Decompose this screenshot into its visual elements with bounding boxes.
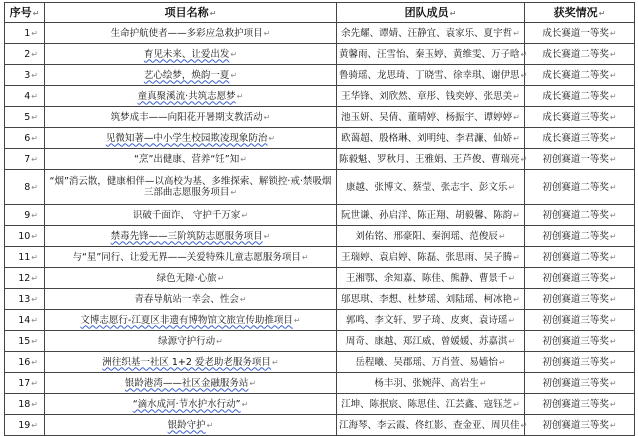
header-award: 获奖情况↵ — [525, 3, 635, 23]
cell-project: 艺心绘梦，焕韵一夏↵ — [45, 65, 337, 86]
cell-award: 初创赛道三等奖↵ — [525, 373, 635, 394]
table-row — [5, 331, 635, 352]
cell-award: 成长赛道二等奖↵ — [525, 44, 635, 65]
cell-project: 筑梦成丰——向阳花开暑期支教活动↵ — [45, 107, 337, 128]
cell-team: 江坤、陈抿宸、陈思佳、江芸鑫、寇钰芝↵ — [337, 394, 525, 415]
cell-project: 绿源守护行动↵ — [45, 331, 337, 352]
cell-team: 郭鸣、李文轩、罗子琦、皮爽、袁诗瑶↵ — [337, 310, 525, 331]
cell-project: 青春导航站一幸会、性会↵ — [45, 289, 337, 310]
cell-award: 初创赛道三等奖↵ — [525, 352, 635, 373]
cell-team: 鲁骑瑶、龙思琦、丁晓雪、徐幸琪、谢伊思↵ — [337, 65, 525, 86]
cell-num: 5↵ — [5, 107, 45, 128]
cell-award: 初创赛道三等奖↵ — [525, 310, 635, 331]
table-row — [5, 107, 635, 128]
cell-num: 18↵ — [5, 394, 45, 415]
cell-num: 15↵ — [5, 331, 45, 352]
cell-award: 成长赛道二等奖↵ — [525, 65, 635, 86]
cell-award: 初创赛道三等奖↵ — [525, 331, 635, 352]
cell-team: 江海琴、李云霞、佟红影、查金亚、周贝佳↵ — [337, 415, 525, 436]
cell-team: 王瑞婷、袁启婷、陈磊、张思雨、吴子腾↵ — [337, 247, 525, 268]
cell-team: 王湘鄂、余知嘉、陈佳、熊静、曹景千↵ — [337, 268, 525, 289]
cell-num: 7↵ — [5, 149, 45, 170]
cell-num: 14↵ — [5, 310, 45, 331]
cell-project: 洲往织基一社区 1+2 爱老助老服务项目↵ — [45, 352, 337, 373]
table-row — [5, 205, 635, 226]
cell-project: 生命护航使者——多彩应急救护项目↵ — [45, 23, 337, 44]
cell-award: 初创赛道二等奖↵ — [525, 170, 635, 205]
cell-award: 成长赛道三等奖↵ — [525, 128, 635, 149]
cell-project: “滴水成河·节水护水行动”↵ — [45, 394, 337, 415]
cell-team: 杨丰羽、张婉萍、高岩生↵ — [337, 373, 525, 394]
table-row — [5, 352, 635, 373]
cell-project: 育见未来、让爱出发↵ — [45, 44, 337, 65]
table-row — [5, 128, 635, 149]
cell-award: 初创赛道三等奖↵ — [525, 394, 635, 415]
cell-team: 池玉妍、吴倩、董晴婷、杨振宇、谭婷婷↵ — [337, 107, 525, 128]
cell-award: 成长赛道一等奖↵ — [525, 23, 635, 44]
cell-award: 初创赛道一等奖↵ — [525, 149, 635, 170]
cell-num: 16↵ — [5, 352, 45, 373]
table-row — [5, 65, 635, 86]
cell-project: 见微知著—中小学生校园欺凌现象防治↵ — [45, 128, 337, 149]
cell-project: 文博志愿行-江夏区非遗有博物馆文旅宣传助推项目↵ — [45, 310, 337, 331]
cell-num: 1↵ — [5, 23, 45, 44]
awards-table — [4, 2, 635, 436]
cell-num: 11↵ — [5, 247, 45, 268]
cell-team: 周奇、康越、郑江威、曾媛媛、苏嘉淇↵ — [337, 331, 525, 352]
cell-project: 与“星”同行、让爱无界——关爱特殊儿童志愿服务项目↵ — [45, 247, 337, 268]
cell-project: 银龄港湾——社区金融服务站↵ — [45, 373, 337, 394]
cell-award: 成长赛道三等奖↵ — [525, 107, 635, 128]
table-row — [5, 86, 635, 107]
table-row — [5, 149, 635, 170]
cell-team: 欧蔼超、殷格琳、刘明纯、李君濂、仙娇↵ — [337, 128, 525, 149]
header-team: 团队成员↵ — [337, 3, 525, 23]
cell-award: 初创赛道二等奖↵ — [525, 247, 635, 268]
header-num: 序号↵ — [5, 3, 45, 23]
cell-team: 余先耀、谭婧、汪静宜、袁家乐、夏宇哲↵ — [337, 23, 525, 44]
header-project: 项目名称↵ — [45, 3, 337, 23]
cell-num: 9↵ — [5, 205, 45, 226]
cell-num: 6↵ — [5, 128, 45, 149]
cell-award: 初创赛道三等奖↵ — [525, 415, 635, 436]
cell-num: 17↵ — [5, 373, 45, 394]
cell-project: “烟”消云散，健康相伴—以高校为基、多维探索、解锁控·戒·禁吸烟三部曲志愿服务项目↵ — [45, 170, 337, 205]
cell-team: 黄馨雨、汪雪怡、秦玉婷、黄维雯、万子晗↵ — [337, 44, 525, 65]
cell-team: 刘佑铭、邢豪阳、秦润瑶、范俊辰↵ — [337, 226, 525, 247]
cell-award: 初创赛道三等奖↵ — [525, 268, 635, 289]
cell-num: 10↵ — [5, 226, 45, 247]
table-row — [5, 268, 635, 289]
cell-project: 童真聚溪流·共筑志愿梦↵ — [45, 86, 337, 107]
cell-team: 王华锋、刘欣然、章彤、钱奕婷、张思美↵ — [337, 86, 525, 107]
table-row — [5, 310, 635, 331]
cell-team: 岳程曦、吴郡瑶、万肖萱、易嫱怡↵ — [337, 352, 525, 373]
cell-award: 初创赛道二等奖↵ — [525, 226, 635, 247]
cell-project: 禁毒先锋——三阶筑防志愿服务项目↵ — [45, 226, 337, 247]
cell-num: 4↵ — [5, 86, 45, 107]
cell-num: 19↵ — [5, 415, 45, 436]
table-row — [5, 394, 635, 415]
cell-team: 阮世谦、孙启洋、陈正翔、胡毅馨、陈韵↵ — [337, 205, 525, 226]
cell-num: 3↵ — [5, 65, 45, 86]
table-header-row — [5, 3, 635, 23]
cell-team: 陈毅魁、罗秋月、王雅娟、王芦俊、曹瑞亮↵ — [337, 149, 525, 170]
table-row — [5, 23, 635, 44]
table-row — [5, 226, 635, 247]
table-row — [5, 247, 635, 268]
cell-project: 银龄守护↵ — [45, 415, 337, 436]
table-row — [5, 373, 635, 394]
cell-team: 邬思琪、李想、杜梦瑶、刘陆瑶、柯冰艳↵ — [337, 289, 525, 310]
cell-project: 绿色无障·心旅↵ — [45, 268, 337, 289]
cell-award: 初创赛道二等奖↵ — [525, 205, 635, 226]
table-row — [5, 415, 635, 436]
table-row — [5, 289, 635, 310]
cell-award: 成长赛道二等奖↵ — [525, 86, 635, 107]
cell-num: 12↵ — [5, 268, 45, 289]
cell-team: 康越、张博文、蔡莹、张志宇、彭文乐↵ — [337, 170, 525, 205]
table-row — [5, 170, 635, 205]
cell-project: “烹”出健康、营养“饪”知↵ — [45, 149, 337, 170]
table-row — [5, 44, 635, 65]
cell-project: 识破千面诈、 守护千万家↵ — [45, 205, 337, 226]
cell-num: 13↵ — [5, 289, 45, 310]
cell-num: 8↵ — [5, 170, 45, 205]
cell-award: 初创赛道三等奖↵ — [525, 289, 635, 310]
cell-num: 2↵ — [5, 44, 45, 65]
